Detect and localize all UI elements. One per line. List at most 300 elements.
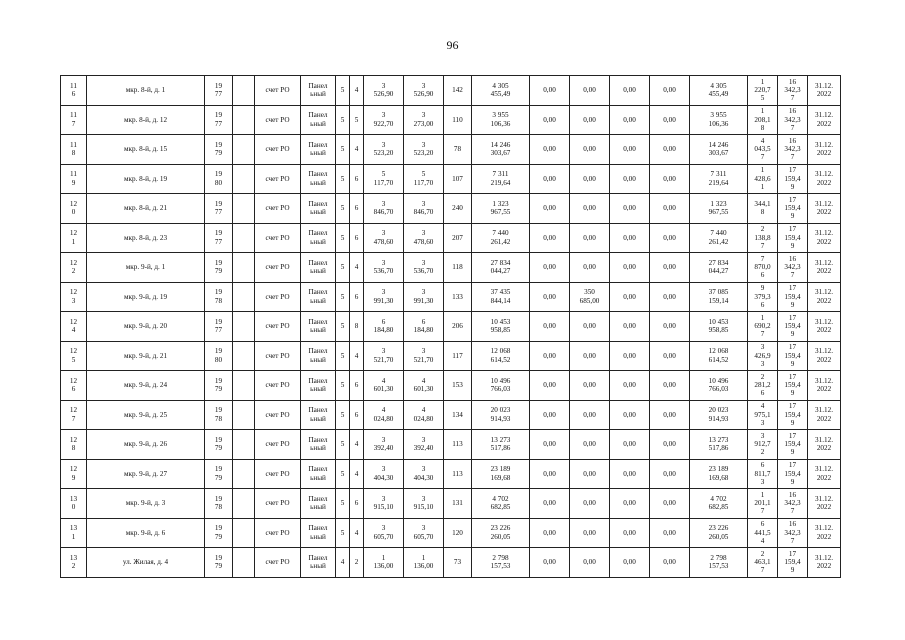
- cell-account-type: счет РО: [255, 430, 301, 460]
- cell-year: 19 77: [205, 105, 233, 135]
- cell-deadline: 31.12. 2022: [808, 489, 841, 519]
- cell-residents: 78: [444, 135, 472, 165]
- cell-cost-col-c: 0,00: [610, 282, 650, 312]
- cell-cost-col-b: 0,00: [570, 489, 610, 519]
- cell-blank: [233, 164, 255, 194]
- cell-address: мкр. 9-й, д. 24: [87, 371, 205, 401]
- cell-deadline: 31.12. 2022: [808, 371, 841, 401]
- cell-specific-cost: 4 043,5 7: [748, 135, 778, 165]
- cell-living-area: 3 404,30: [404, 459, 444, 489]
- cell-account-type: счет РО: [255, 135, 301, 165]
- cell-max-cost: 17 159,4 9: [778, 282, 808, 312]
- cell-cost-col-b: 0,00: [570, 341, 610, 371]
- cell-address: мкр. 8-й, д. 23: [87, 223, 205, 253]
- cell-row-number: 12 3: [61, 282, 87, 312]
- cell-specific-cost: 2 281,2 6: [748, 371, 778, 401]
- cell-residents: 113: [444, 459, 472, 489]
- cell-fund-cost: 1 323 967,55: [690, 194, 748, 224]
- cell-living-area: 3 915,10: [404, 489, 444, 519]
- cell-wall-material: Панел ьный: [301, 371, 336, 401]
- cell-deadline: 31.12. 2022: [808, 253, 841, 283]
- cell-living-area: 4 024,80: [404, 400, 444, 430]
- cell-entrances: 4: [350, 135, 364, 165]
- cell-account-type: счет РО: [255, 105, 301, 135]
- cell-cost-col-d: 0,00: [650, 105, 690, 135]
- cell-total-area: 3 404,30: [364, 459, 404, 489]
- cell-blank: [233, 253, 255, 283]
- cell-residents: 207: [444, 223, 472, 253]
- cell-specific-cost: 6 811,7 3: [748, 459, 778, 489]
- cell-total-cost: 4 702 682,85: [472, 489, 530, 519]
- cell-max-cost: 17 159,4 9: [778, 548, 808, 578]
- cell-entrances: 4: [350, 341, 364, 371]
- cell-cost-col-d: 0,00: [650, 135, 690, 165]
- cell-cost-col-d: 0,00: [650, 194, 690, 224]
- cell-cost-col-c: 0,00: [610, 135, 650, 165]
- cell-total-cost: 7 440 261,42: [472, 223, 530, 253]
- cell-blank: [233, 76, 255, 106]
- table-row: [61, 400, 841, 430]
- cell-fund-cost: 4 305 455,49: [690, 76, 748, 106]
- cell-cost-col-c: 0,00: [610, 518, 650, 548]
- cell-blank: [233, 371, 255, 401]
- cell-address: ул. Жилая, д. 4: [87, 548, 205, 578]
- cell-blank: [233, 459, 255, 489]
- cell-max-cost: 16 342,3 7: [778, 135, 808, 165]
- cell-specific-cost: 2 138,8 7: [748, 223, 778, 253]
- cell-account-type: счет РО: [255, 489, 301, 519]
- cell-deadline: 31.12. 2022: [808, 518, 841, 548]
- cell-cost-col-d: 0,00: [650, 223, 690, 253]
- cell-total-area: 3 846,70: [364, 194, 404, 224]
- cell-entrances: 4: [350, 76, 364, 106]
- cell-wall-material: Панел ьный: [301, 489, 336, 519]
- cell-cost-col-b: 0,00: [570, 135, 610, 165]
- cell-fund-cost: 13 273 517,86: [690, 430, 748, 460]
- cell-living-area: 3 526,90: [404, 76, 444, 106]
- cell-living-area: 3 521,70: [404, 341, 444, 371]
- cell-entrances: 8: [350, 312, 364, 342]
- cell-total-cost: 37 435 844,14: [472, 282, 530, 312]
- cell-fund-cost: 23 226 260,05: [690, 518, 748, 548]
- cell-residents: 118: [444, 253, 472, 283]
- cell-cost-col-b: 0,00: [570, 400, 610, 430]
- cell-address: мкр. 8-й, д. 19: [87, 164, 205, 194]
- cell-address: мкр. 9-й, д. 19: [87, 282, 205, 312]
- cell-entrances: 6: [350, 223, 364, 253]
- cell-cost-col-b: 0,00: [570, 105, 610, 135]
- cell-cost-col-a: 0,00: [530, 282, 570, 312]
- cell-cost-col-b: 0,00: [570, 223, 610, 253]
- cell-total-cost: 14 246 303,67: [472, 135, 530, 165]
- cell-floors: 5: [336, 135, 350, 165]
- cell-residents: 153: [444, 371, 472, 401]
- cell-floors: 5: [336, 518, 350, 548]
- cell-year: 19 79: [205, 430, 233, 460]
- cell-row-number: 11 8: [61, 135, 87, 165]
- cell-deadline: 31.12. 2022: [808, 312, 841, 342]
- cell-cost-col-d: 0,00: [650, 400, 690, 430]
- cell-address: мкр. 8-й, д. 12: [87, 105, 205, 135]
- cell-wall-material: Панел ьный: [301, 164, 336, 194]
- cell-residents: 134: [444, 400, 472, 430]
- cell-row-number: 12 4: [61, 312, 87, 342]
- cell-fund-cost: 4 702 682,85: [690, 489, 748, 519]
- cell-row-number: 12 5: [61, 341, 87, 371]
- cell-blank: [233, 194, 255, 224]
- cell-total-area: 3 526,90: [364, 76, 404, 106]
- cell-residents: 206: [444, 312, 472, 342]
- page-number: 96: [446, 38, 459, 52]
- cell-wall-material: Панел ьный: [301, 400, 336, 430]
- cell-year: 19 80: [205, 341, 233, 371]
- cell-total-area: 3 536,70: [364, 253, 404, 283]
- cell-blank: [233, 135, 255, 165]
- cell-total-area: 3 478,60: [364, 223, 404, 253]
- cell-account-type: счет РО: [255, 371, 301, 401]
- cell-entrances: 6: [350, 400, 364, 430]
- cell-blank: [233, 312, 255, 342]
- cell-cost-col-a: 0,00: [530, 312, 570, 342]
- cell-max-cost: 17 159,4 9: [778, 430, 808, 460]
- cell-floors: 5: [336, 371, 350, 401]
- cell-deadline: 31.12. 2022: [808, 194, 841, 224]
- housing-table: [60, 75, 841, 578]
- cell-entrances: 6: [350, 164, 364, 194]
- cell-cost-col-b: 0,00: [570, 548, 610, 578]
- cell-entrances: 6: [350, 371, 364, 401]
- table-row: [61, 135, 841, 165]
- cell-year: 19 79: [205, 548, 233, 578]
- cell-cost-col-a: 0,00: [530, 164, 570, 194]
- cell-max-cost: 16 342,3 7: [778, 518, 808, 548]
- cell-total-cost: 12 068 614,52: [472, 341, 530, 371]
- cell-cost-col-b: 0,00: [570, 194, 610, 224]
- cell-row-number: 11 7: [61, 105, 87, 135]
- cell-fund-cost: 7 311 219,64: [690, 164, 748, 194]
- cell-cost-col-c: 0,00: [610, 341, 650, 371]
- cell-cost-col-c: 0,00: [610, 194, 650, 224]
- cell-address: мкр. 9-й, д. 27: [87, 459, 205, 489]
- cell-residents: 142: [444, 76, 472, 106]
- cell-specific-cost: 4 975,1 3: [748, 400, 778, 430]
- cell-cost-col-d: 0,00: [650, 164, 690, 194]
- cell-living-area: 3 605,70: [404, 518, 444, 548]
- cell-specific-cost: 1 208,1 8: [748, 105, 778, 135]
- cell-cost-col-c: 0,00: [610, 312, 650, 342]
- cell-floors: 5: [336, 76, 350, 106]
- cell-cost-col-d: 0,00: [650, 548, 690, 578]
- cell-cost-col-b: 0,00: [570, 459, 610, 489]
- cell-total-cost: 3 955 106,36: [472, 105, 530, 135]
- cell-total-area: 5 117,70: [364, 164, 404, 194]
- cell-living-area: 3 523,20: [404, 135, 444, 165]
- cell-total-area: 1 136,00: [364, 548, 404, 578]
- cell-living-area: 4 601,30: [404, 371, 444, 401]
- cell-blank: [233, 282, 255, 312]
- cell-cost-col-d: 0,00: [650, 253, 690, 283]
- cell-entrances: 4: [350, 253, 364, 283]
- cell-deadline: 31.12. 2022: [808, 459, 841, 489]
- cell-address: мкр. 9-й, д. 1: [87, 253, 205, 283]
- cell-wall-material: Панел ьный: [301, 135, 336, 165]
- cell-deadline: 31.12. 2022: [808, 400, 841, 430]
- cell-cost-col-b: 0,00: [570, 164, 610, 194]
- cell-residents: 120: [444, 518, 472, 548]
- cell-max-cost: 16 342,3 7: [778, 489, 808, 519]
- cell-cost-col-b: 0,00: [570, 312, 610, 342]
- cell-entrances: 2: [350, 548, 364, 578]
- cell-cost-col-c: 0,00: [610, 371, 650, 401]
- cell-cost-col-a: 0,00: [530, 489, 570, 519]
- cell-residents: 113: [444, 430, 472, 460]
- cell-wall-material: Панел ьный: [301, 105, 336, 135]
- cell-account-type: счет РО: [255, 518, 301, 548]
- cell-cost-col-d: 0,00: [650, 341, 690, 371]
- cell-account-type: счет РО: [255, 548, 301, 578]
- cell-fund-cost: 3 955 106,36: [690, 105, 748, 135]
- cell-floors: 5: [336, 400, 350, 430]
- cell-max-cost: 17 159,4 9: [778, 223, 808, 253]
- cell-wall-material: Панел ьный: [301, 518, 336, 548]
- cell-account-type: счет РО: [255, 164, 301, 194]
- cell-year: 19 79: [205, 371, 233, 401]
- cell-cost-col-c: 0,00: [610, 76, 650, 106]
- cell-fund-cost: 14 246 303,67: [690, 135, 748, 165]
- cell-account-type: счет РО: [255, 76, 301, 106]
- cell-floors: 5: [336, 223, 350, 253]
- cell-year: 19 77: [205, 194, 233, 224]
- cell-account-type: счет РО: [255, 312, 301, 342]
- cell-wall-material: Панел ьный: [301, 253, 336, 283]
- cell-blank: [233, 548, 255, 578]
- cell-floors: 5: [336, 282, 350, 312]
- table-row: [61, 194, 841, 224]
- cell-cost-col-d: 0,00: [650, 489, 690, 519]
- table-row: [61, 76, 841, 106]
- cell-total-cost: 23 189 169,68: [472, 459, 530, 489]
- cell-total-cost: 10 496 766,03: [472, 371, 530, 401]
- cell-max-cost: 16 342,3 7: [778, 105, 808, 135]
- cell-cost-col-a: 0,00: [530, 341, 570, 371]
- cell-deadline: 31.12. 2022: [808, 548, 841, 578]
- cell-address: мкр. 9-й, д. 26: [87, 430, 205, 460]
- cell-max-cost: 17 159,4 9: [778, 194, 808, 224]
- cell-total-area: 4 024,80: [364, 400, 404, 430]
- cell-total-cost: 2 798 157,53: [472, 548, 530, 578]
- cell-floors: 5: [336, 164, 350, 194]
- cell-cost-col-b: 0,00: [570, 76, 610, 106]
- cell-cost-col-a: 0,00: [530, 105, 570, 135]
- cell-residents: 73: [444, 548, 472, 578]
- table-row: [61, 223, 841, 253]
- cell-specific-cost: 9 379,3 6: [748, 282, 778, 312]
- cell-entrances: 6: [350, 194, 364, 224]
- cell-floors: 5: [336, 253, 350, 283]
- cell-specific-cost: 1 201,1 7: [748, 489, 778, 519]
- cell-wall-material: Панел ьный: [301, 194, 336, 224]
- cell-max-cost: 16 342,3 7: [778, 253, 808, 283]
- cell-floors: 5: [336, 459, 350, 489]
- cell-specific-cost: 3 912,7 2: [748, 430, 778, 460]
- cell-blank: [233, 518, 255, 548]
- cell-total-area: 3 521,70: [364, 341, 404, 371]
- cell-cost-col-c: 0,00: [610, 459, 650, 489]
- cell-deadline: 31.12. 2022: [808, 105, 841, 135]
- cell-account-type: счет РО: [255, 282, 301, 312]
- cell-address: мкр. 8-й, д. 1: [87, 76, 205, 106]
- cell-entrances: 6: [350, 282, 364, 312]
- cell-year: 19 78: [205, 489, 233, 519]
- cell-address: мкр. 9-й, д. 3: [87, 489, 205, 519]
- table-row: [61, 341, 841, 371]
- cell-living-area: 3 273,00: [404, 105, 444, 135]
- cell-cost-col-b: 0,00: [570, 518, 610, 548]
- cell-total-area: 3 392,40: [364, 430, 404, 460]
- cell-living-area: 1 136,00: [404, 548, 444, 578]
- cell-address: мкр. 9-й, д. 20: [87, 312, 205, 342]
- cell-entrances: 5: [350, 105, 364, 135]
- cell-account-type: счет РО: [255, 253, 301, 283]
- cell-total-cost: 20 023 914,93: [472, 400, 530, 430]
- cell-cost-col-a: 0,00: [530, 194, 570, 224]
- cell-max-cost: 17 159,4 9: [778, 312, 808, 342]
- cell-year: 19 80: [205, 164, 233, 194]
- cell-blank: [233, 430, 255, 460]
- table-row: [61, 548, 841, 578]
- cell-address: мкр. 9-й, д. 21: [87, 341, 205, 371]
- cell-cost-col-b: 0,00: [570, 430, 610, 460]
- cell-year: 19 78: [205, 282, 233, 312]
- cell-address: мкр. 9-й, д. 6: [87, 518, 205, 548]
- cell-cost-col-a: 0,00: [530, 400, 570, 430]
- cell-total-area: 3 991,30: [364, 282, 404, 312]
- cell-specific-cost: 1 690,2 7: [748, 312, 778, 342]
- cell-cost-col-b: 0,00: [570, 253, 610, 283]
- cell-entrances: 4: [350, 518, 364, 548]
- cell-specific-cost: 1 220,7 5: [748, 76, 778, 106]
- cell-total-cost: 23 226 260,05: [472, 518, 530, 548]
- cell-year: 19 79: [205, 518, 233, 548]
- cell-max-cost: 17 159,4 9: [778, 459, 808, 489]
- cell-total-area: 3 922,70: [364, 105, 404, 135]
- cell-specific-cost: 1 428,6 1: [748, 164, 778, 194]
- cell-cost-col-a: 0,00: [530, 459, 570, 489]
- cell-total-area: 6 184,80: [364, 312, 404, 342]
- cell-fund-cost: 10 453 958,85: [690, 312, 748, 342]
- cell-entrances: 4: [350, 430, 364, 460]
- cell-total-cost: 7 311 219,64: [472, 164, 530, 194]
- cell-floors: 5: [336, 430, 350, 460]
- cell-row-number: 12 0: [61, 194, 87, 224]
- cell-row-number: 12 6: [61, 371, 87, 401]
- cell-row-number: 12 2: [61, 253, 87, 283]
- cell-year: 19 78: [205, 400, 233, 430]
- cell-floors: 5: [336, 105, 350, 135]
- cell-entrances: 6: [350, 489, 364, 519]
- cell-cost-col-b: 0,00: [570, 371, 610, 401]
- cell-row-number: 11 6: [61, 76, 87, 106]
- cell-cost-col-d: 0,00: [650, 430, 690, 460]
- cell-cost-col-a: 0,00: [530, 518, 570, 548]
- cell-floors: 4: [336, 548, 350, 578]
- cell-blank: [233, 341, 255, 371]
- table-row: [61, 430, 841, 460]
- cell-living-area: 3 478,60: [404, 223, 444, 253]
- cell-account-type: счет РО: [255, 223, 301, 253]
- cell-cost-col-a: 0,00: [530, 76, 570, 106]
- cell-deadline: 31.12. 2022: [808, 282, 841, 312]
- cell-cost-col-a: 0,00: [530, 253, 570, 283]
- cell-total-cost: 27 834 044,27: [472, 253, 530, 283]
- cell-fund-cost: 37 085 159,14: [690, 282, 748, 312]
- cell-specific-cost: 6 441,5 4: [748, 518, 778, 548]
- cell-total-area: 3 605,70: [364, 518, 404, 548]
- cell-cost-col-d: 0,00: [650, 312, 690, 342]
- cell-wall-material: Панел ьный: [301, 223, 336, 253]
- table-row: [61, 371, 841, 401]
- cell-cost-col-d: 0,00: [650, 282, 690, 312]
- cell-cost-col-a: 0,00: [530, 548, 570, 578]
- cell-cost-col-c: 0,00: [610, 430, 650, 460]
- cell-cost-col-d: 0,00: [650, 371, 690, 401]
- cell-blank: [233, 105, 255, 135]
- cell-cost-col-c: 0,00: [610, 105, 650, 135]
- cell-account-type: счет РО: [255, 194, 301, 224]
- cell-row-number: 12 9: [61, 459, 87, 489]
- cell-deadline: 31.12. 2022: [808, 223, 841, 253]
- cell-deadline: 31.12. 2022: [808, 341, 841, 371]
- cell-cost-col-c: 0,00: [610, 548, 650, 578]
- cell-floors: 5: [336, 341, 350, 371]
- cell-cost-col-a: 0,00: [530, 430, 570, 460]
- table-row: [61, 105, 841, 135]
- cell-address: мкр. 9-й, д. 25: [87, 400, 205, 430]
- cell-total-area: 3 915,10: [364, 489, 404, 519]
- cell-max-cost: 17 159,4 9: [778, 400, 808, 430]
- cell-deadline: 31.12. 2022: [808, 135, 841, 165]
- cell-fund-cost: 23 189 169,68: [690, 459, 748, 489]
- cell-address: мкр. 8-й, д. 15: [87, 135, 205, 165]
- cell-cost-col-c: 0,00: [610, 400, 650, 430]
- cell-year: 19 77: [205, 223, 233, 253]
- cell-wall-material: Панел ьный: [301, 459, 336, 489]
- cell-max-cost: 17 159,4 9: [778, 341, 808, 371]
- cell-row-number: 12 7: [61, 400, 87, 430]
- cell-specific-cost: 3 426,9 3: [748, 341, 778, 371]
- cell-cost-col-c: 0,00: [610, 489, 650, 519]
- cell-row-number: 13 1: [61, 518, 87, 548]
- cell-entrances: 4: [350, 459, 364, 489]
- cell-living-area: 3 536,70: [404, 253, 444, 283]
- cell-wall-material: Панел ьный: [301, 282, 336, 312]
- cell-total-cost: 4 305 455,49: [472, 76, 530, 106]
- cell-deadline: 31.12. 2022: [808, 430, 841, 460]
- cell-fund-cost: 27 834 044,27: [690, 253, 748, 283]
- table-row: [61, 312, 841, 342]
- cell-cost-col-c: 0,00: [610, 223, 650, 253]
- cell-wall-material: Панел ьный: [301, 76, 336, 106]
- table-row: [61, 164, 841, 194]
- cell-floors: 5: [336, 194, 350, 224]
- cell-fund-cost: 7 440 261,42: [690, 223, 748, 253]
- cell-residents: 110: [444, 105, 472, 135]
- cell-row-number: 11 9: [61, 164, 87, 194]
- cell-fund-cost: 20 023 914,93: [690, 400, 748, 430]
- cell-fund-cost: 2 798 157,53: [690, 548, 748, 578]
- cell-cost-col-d: 0,00: [650, 518, 690, 548]
- cell-living-area: 3 392,40: [404, 430, 444, 460]
